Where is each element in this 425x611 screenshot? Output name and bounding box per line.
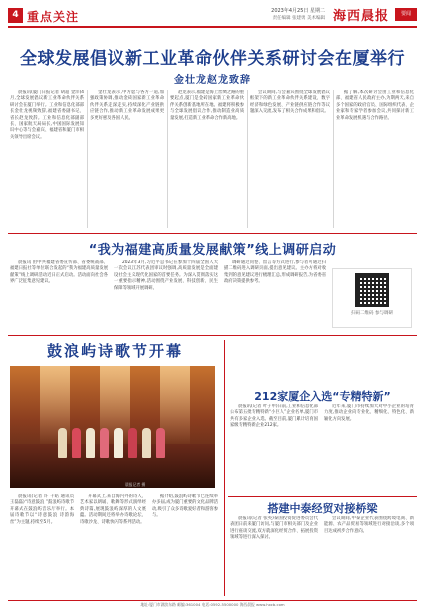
page-footer: 地址:厦门市湖滨东路 邮编:361004 电话:0592-5500000 海西晨报 www.hxcb.com [8, 600, 417, 608]
story3-column-1: 晨报讯(记者 许 千皓 通讯员 王磊磊)“诗意鼓浪 ”鼓浪屿诗歌节开幕式在鼓浪屿音乐厅举行。本届诗歌节以“诗意鼓浪 诗韵海丝”为主题,持续至5月。 [10, 494, 74, 525]
headline-main-subtitle: 金壮龙赵龙致辞 [174, 75, 251, 86]
page-number: 4 [8, 8, 23, 23]
story3-column-3: 据介绍,鼓浪屿诗歌节已连续举办多届,成为厦门重要的文化品牌活动,吸引了众多诗歌爱好者和游客参与。 [152, 494, 218, 519]
section-title: 重点关注 [27, 10, 80, 24]
column-divider [333, 90, 334, 228]
story3-column-2: 开幕式上,来自海内外的诗人、艺术家以朗诵、歌舞等形式演绎经典诗篇,展现鼓浪屿深厚的人文底蕴。活动期间还将举办诗歌论坛、诗歌沙龙、诗歌快闪等系列活动。 [80, 494, 146, 525]
headline-poetry-festival: 鼓浪屿诗歌节开幕 [46, 342, 183, 360]
masthead-text: 海西晨报 [333, 9, 390, 24]
photo-caption: 晨报记者 摄 [125, 482, 146, 487]
section-divider [8, 335, 417, 336]
masthead-flag: 要闻 [395, 8, 417, 21]
issue-date: 2023年4月25日 星期二 [271, 8, 325, 14]
story1-column-1: 晨报讯(厦门日报记者 胡超 金洋)4月,全球发展倡议新工业革命伙伴关系研讨会在厦门举行。工业和信息化部部长金壮龙视频致辞,福建省委副书记、省长赵龙致辞。工业和信息化部副部长、国家航天局局长,中国国际发展知识中心等与会嘉宾、福建省和厦门市相关领导出席会议。 [10, 90, 84, 140]
column-divider [224, 340, 225, 596]
story2-column-3: 调研通过问卷、留言等方式进行,参与者可通过扫描二维码进入调研页面,提出意见建议。主办方将对收集到的意见建议进行梳理汇总,形成调研报告,为省委省政府决策提供参考。 [224, 260, 326, 285]
story5-column-1: 晨报讯(记者 张英)泰国投资促进委员会代表团日前来厦门访问,与厦门市相关部门及企业进行座谈交流,双方就深化经贸合作、拓展投资领域等进行深入探讨。 [230, 516, 318, 541]
masthead-logo [329, 5, 417, 25]
editor-credit: 责任编辑 张建勇 美术编辑 [272, 16, 325, 21]
stage [10, 444, 215, 488]
headline-survey: “我为福建高质量发展献策”线上调研启动 [88, 243, 337, 258]
story1-column-2: 金壮龙表示,中方愿与各方一道,加强政策协调,推动金砖国家新工业革命伙伴关系走深走实,持续深化产业链供应链合作,推动新工业革命发展成果更多更好惠及各国人民。 [90, 90, 164, 121]
column-divider [167, 90, 168, 228]
story4-column-1: 晨报讯(记者 叶子申)日前,工业和信息化部公布第五批专精特新“小巨人”企业名单,厦门市共有多家企业入选。截至目前,厦门累计培育国家级专精特新企业212家。 [230, 404, 318, 429]
section-divider [228, 496, 417, 497]
section-divider [8, 233, 417, 234]
qr-caption: 扫码二维码 参与调研 [351, 311, 393, 316]
headline-china-thailand: 搭建中泰经贸对接桥梁 [267, 502, 378, 515]
story1-column-4: 会议期间,与会嘉宾围绕全球发展倡议框架下的新工业革命伙伴关系建设、数字经济和绿色发展、产业链供应链合作等议题深入交流,发布了相关合作成果和倡议。 [250, 90, 330, 115]
story5-column-2: 会议期间,中泰企业代表围绕跨境电商、新能源、农产品贸易等领域进行对接洽谈,多个项目达成初步合作意向。 [324, 516, 414, 534]
poetry-festival-photo [10, 366, 215, 488]
page-header [8, 6, 417, 28]
column-divider [87, 90, 88, 228]
headline-specialized-firms: 212家厦企入选“专精特新” [254, 390, 391, 403]
headline-main: 全球发展倡议新工业革命伙伴关系研讨会在厦举行 [20, 49, 405, 69]
story1-column-3: 赵龙表示,福建是海上丝绸之路的重要起点,厦门是金砖国家新工业革命伙伴关系创新基地所在地。福建将积极参与全球发展倡议合作,推动制造业高质量发展,打造新工业革命合作新高地。 [170, 90, 244, 121]
story1-column-5: 据了解,本次研讨会由工业和信息化部、福建省人民政府主办,为期两天,来自多个国家的政府官员、国际组织代表、企业家和专家学者参加会议,共同探讨新工业革命发展机遇与合作路径。 [336, 90, 414, 121]
column-divider [247, 90, 248, 228]
story2-column-2: 2023年3月,习近平总书记在参加十四届全国人大一次会议江苏代表团审议时强调,高质量发展是全面建设社会主义现代化国家的首要任务。为深入贯彻落实这一重要指示精神,活动围绕产业发展、科技创新、民生保障等领域开展调研。 [114, 260, 218, 291]
qr-code-box[interactable] [332, 268, 412, 328]
story2-column-1: 晨报讯 由中共福建省委宣传部、省委统战部、福建日报社等单位联合发起的“我为福建高质量发展献策”线上调研活动近日正式启动。活动面向社会各界广泛征集意见建议。 [10, 260, 108, 285]
story4-column-2: 近年来,厦门市持续加大对中小企业的培育力度,推动企业向专业化、精细化、特色化、新颖化方向发展。 [324, 404, 414, 422]
qr-code-icon[interactable] [355, 273, 389, 307]
